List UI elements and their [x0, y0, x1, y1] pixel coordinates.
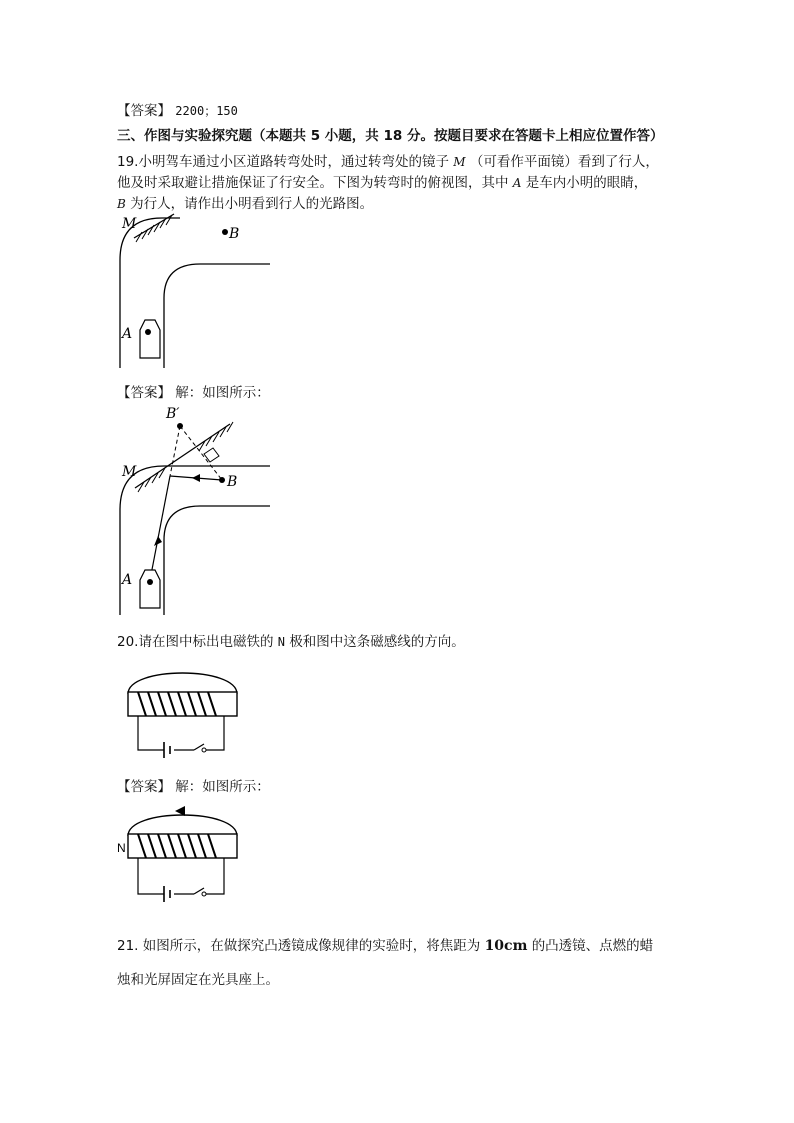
q20-electromagnet-figure: [120, 658, 245, 768]
magnetic-field-line: [128, 815, 237, 836]
pedestrian-point-b: [222, 229, 228, 235]
circuit-wire: [138, 716, 224, 750]
car-outline: [140, 320, 160, 358]
north-pole-label: N: [117, 841, 126, 855]
q19-symbol-a: A: [512, 176, 522, 190]
answer-18-value: 2200；150: [175, 104, 238, 118]
switch-contact: [202, 748, 206, 752]
q21-line-2: 烛和光屏固定在光具座上。: [117, 972, 279, 988]
answer-20-line: [117, 775, 270, 795]
road-inner-edge: [164, 506, 270, 615]
q21-text-1a: 21. 如图所示，在做探究凸透镜成像规律的实验时，将焦距为: [117, 938, 481, 954]
answer-tag: 【答案】: [117, 385, 171, 401]
figure-label-a: A: [122, 326, 133, 342]
reflected-ray: [150, 476, 170, 580]
q19-symbol-m: M: [453, 155, 466, 169]
q20-line: [117, 630, 465, 650]
road-inner-edge: [164, 264, 270, 368]
q19-line-2: [117, 171, 647, 191]
answer-19-figure: [100, 400, 280, 620]
pedestrian-point-b: [219, 477, 225, 483]
answer-19-text: 解：如图所示：: [175, 385, 270, 401]
dashed-virtual-ray: [170, 426, 180, 476]
answer-20-electromagnet-figure: [115, 800, 245, 910]
magnetic-field-line: [128, 673, 237, 694]
q19-text-1b: （可看作平面镜）看到了行人，: [469, 154, 659, 170]
battery-symbol: [164, 742, 170, 758]
q19-line-3: [117, 192, 373, 212]
answer-19-line: [117, 381, 270, 401]
car-outline: [140, 570, 160, 608]
q19-symbol-b: B: [117, 197, 126, 211]
mirror-surface: [135, 424, 230, 488]
q21-text-1b: 的凸透镜、点燃的蜡: [531, 938, 654, 954]
q19-road-figure: [100, 210, 280, 375]
circuit-wire: [138, 858, 224, 894]
reflected-ray-arrow: [154, 536, 162, 546]
answer-20-text: 解：如图所示：: [175, 779, 270, 795]
figure-label-m: M: [122, 464, 137, 480]
figure-label-m: M: [122, 216, 137, 232]
q19-text-3b: 为行人，请作出小明看到行人的光路图。: [130, 196, 374, 212]
q21-line-1: [117, 934, 653, 954]
section-3-heading: 三、作图与实验探究题（本题共 5 小题，共 18 分。按题目要求在答题卡上相应位置作答）: [117, 128, 664, 144]
switch-contact: [202, 892, 206, 896]
q20-text-b: 极和图中这条磁感线的方向。: [289, 634, 465, 650]
figure-label-a: A: [122, 572, 133, 588]
incident-ray-arrow: [192, 474, 200, 482]
answer-18-line: [117, 99, 238, 119]
eye-point-a: [145, 329, 151, 335]
eye-point-a: [147, 579, 153, 585]
answer-tag: 【答案】: [117, 779, 171, 795]
battery-symbol: [164, 886, 170, 902]
q19-text-1a: 19.小明驾车通过小区道路转弯处时，通过转弯处的镜子: [117, 154, 449, 170]
q20-text-a: 20.请在图中标出电磁铁的: [117, 634, 274, 650]
figure-label-b: B: [229, 226, 240, 242]
q19-text-2b: 是车内小明的眼睛，: [525, 175, 648, 191]
q20-symbol-n: N: [277, 635, 286, 649]
q19-text-2a: 他及时采取避让措施保证了行安全。下图为转弯时的俯视图，其中: [117, 175, 509, 191]
q21-focal-length: 10cm: [484, 938, 528, 954]
figure-label-b: B: [227, 474, 238, 490]
q19-line-1: [117, 150, 659, 170]
figure-label-b-prime: B′: [166, 406, 180, 422]
answer-tag: 【答案】: [117, 103, 171, 119]
